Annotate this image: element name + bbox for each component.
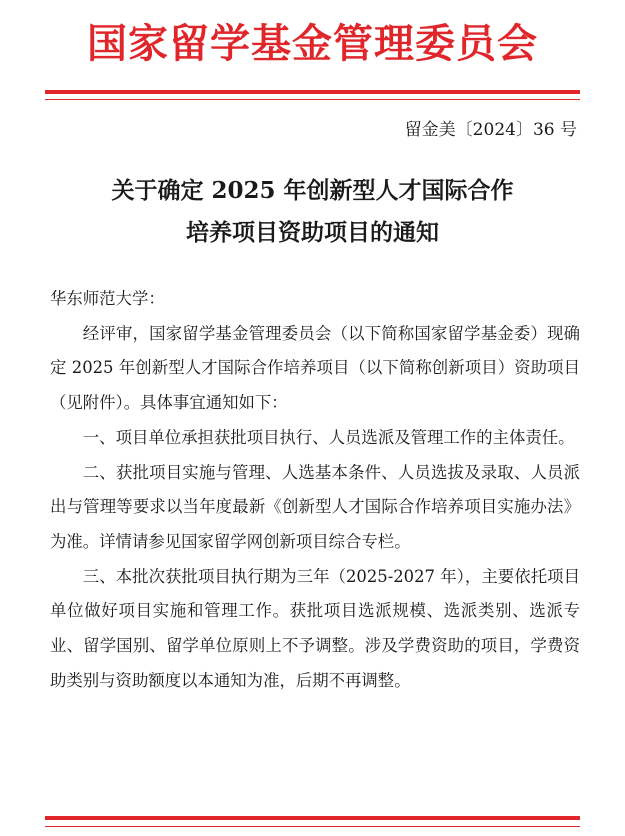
letterhead-title: 国家留学基金管理委员会 bbox=[87, 21, 538, 67]
paragraph-item-2: 二、获批项目实施与管理、人选基本条件、人员选拔及录取、人员派出与管理等要求以当年度最新《创新型人才国际合作培养项目实施办法》为准。详情请参见国家留学网创新项目综合专栏。 bbox=[50, 462, 580, 551]
document-number: 留金美〔2024〕36 号 bbox=[404, 120, 577, 140]
document-body bbox=[50, 282, 580, 698]
letterhead-rule-thin bbox=[45, 99, 580, 100]
letterhead-rule-thick bbox=[45, 90, 580, 94]
footer-rule-thick bbox=[45, 816, 580, 820]
paragraph-intro: 经评审，国家留学基金管理委员会（以下简称国家留学基金委）现确定 2025 年创新型人才国际合作培养项目（以下简称创新项目）资助项目（见附件）。具体事宜通知如下： bbox=[50, 323, 580, 413]
footer-rule-thin bbox=[45, 826, 580, 827]
paragraph-item-3: 三、本批次获批项目执行期为三年（2025-2027 年），主要依托项目单位做好项目实施和管理工作。获批项目选派规模、选派类别、选派专业、留学国别、留学单位原则上不予调整。涉及学费资助的项目，学费资助类别与资助额度以本通知为准，后期不再调整。 bbox=[50, 566, 580, 690]
document-title-line-1: 关于确定 2025 年创新型人才国际合作 bbox=[111, 177, 514, 204]
salutation: 华东师范大学： bbox=[50, 289, 165, 308]
paragraph-item-1: 一、项目单位承担获批项目执行、人员选派及管理工作的主体责任。 bbox=[82, 427, 575, 447]
document-title-line-2: 培养项目资助项目的通知 bbox=[186, 219, 439, 246]
